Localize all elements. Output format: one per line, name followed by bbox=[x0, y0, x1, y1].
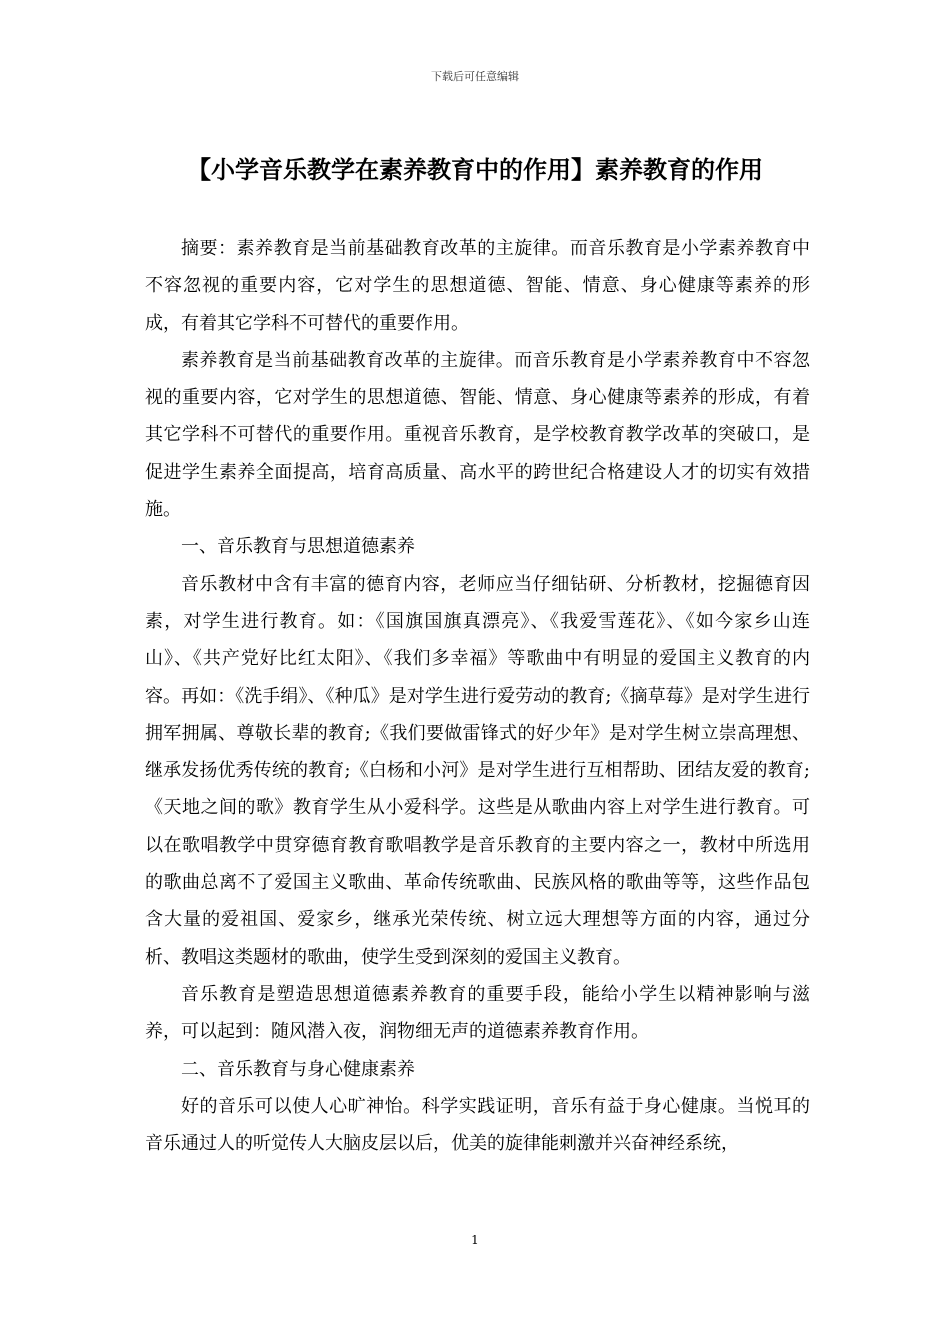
section-heading-1: 一、音乐教育与思想道德素养 bbox=[181, 536, 415, 558]
paragraph-health: 好的音乐可以使人心旷神怡。科学实践证明，音乐有益于身心健康。当悦耳的音乐通过人的听觉传人大脑皮层以后，优美的旋律能刺激并兴奋神经系统， bbox=[145, 1095, 810, 1155]
paragraph-moral-education: 音乐教材中含有丰富的德育内容，老师应当仔细钻研、分析教材，挖掘德育因素，对学生进行教育。如：《国旗国旗真漂亮》、《我爱雪莲花》、《如今家乡山连山》、《共产党好比红太阳》、《我们多幸福》等歌曲中有明显的爱国主义教育的内容。再如：《洗手绢》、《种瓜》是对学生进行爱劳动的教育;《摘草莓》是对学生进行拥军拥属、尊敬长辈的教育;《我们要做雷锋式的好少年》是对学生树立崇高理想、继承发扬优秀传统的教育;《白杨和小河》是对学生进行互相帮助、团结友爱的教育;《天地之间的歌》教育学生从小爱科学。这些是从歌曲内容上对学生进行教育。可以在歌唱教学中贯穿德育教育歌唱教学是音乐教育的主要内容之一，教材中所选用的歌曲总离不了爱国主义歌曲、革命传统歌曲、民族风格的歌曲等等，这些作品包含大量的爱祖国、爱家乡，继承光荣传统、树立远大理想等方面的内容，通过分析、教唱这类题材的歌曲，使学生受到深刻的爱国主义教育。 bbox=[145, 573, 810, 968]
document-body bbox=[145, 230, 810, 1162]
header-note: 下载后可任意编辑 bbox=[431, 70, 519, 83]
section-heading-2: 二、音乐教育与身心健康素养 bbox=[181, 1058, 415, 1080]
page-number: 1 bbox=[471, 1233, 479, 1247]
document-title: 【小学音乐教学在素养教育中的作用】素养教育的作用 bbox=[187, 156, 763, 184]
paragraph-intro: 素养教育是当前基础教育改革的主旋律。而音乐教育是小学素养教育中不容忽视的重要内容，它对学生的思想道德、智能、情意、身心健康等素养的形成，有着其它学科不可替代的重要作用。重视音乐教育，是学校教育教学改革的突破口，是促进学生素养全面提高，培育高质量、高水平的跨世纪合格建设人才的切实有效措施。 bbox=[145, 349, 810, 521]
paragraph-abstract: 摘要：素养教育是当前基础教育改革的主旋律。而音乐教育是小学素养教育中不容忽视的重要内容，它对学生的思想道德、智能、情意、身心健康等素养的形成，有着其它学科不可替代的重要作用。 bbox=[145, 238, 810, 334]
paragraph-moral-means: 音乐教育是塑造思想道德素养教育的重要手段，能给小学生以精神影响与滋养，可以起到：随风潜入夜，润物细无声的道德素养教育作用。 bbox=[145, 983, 810, 1043]
